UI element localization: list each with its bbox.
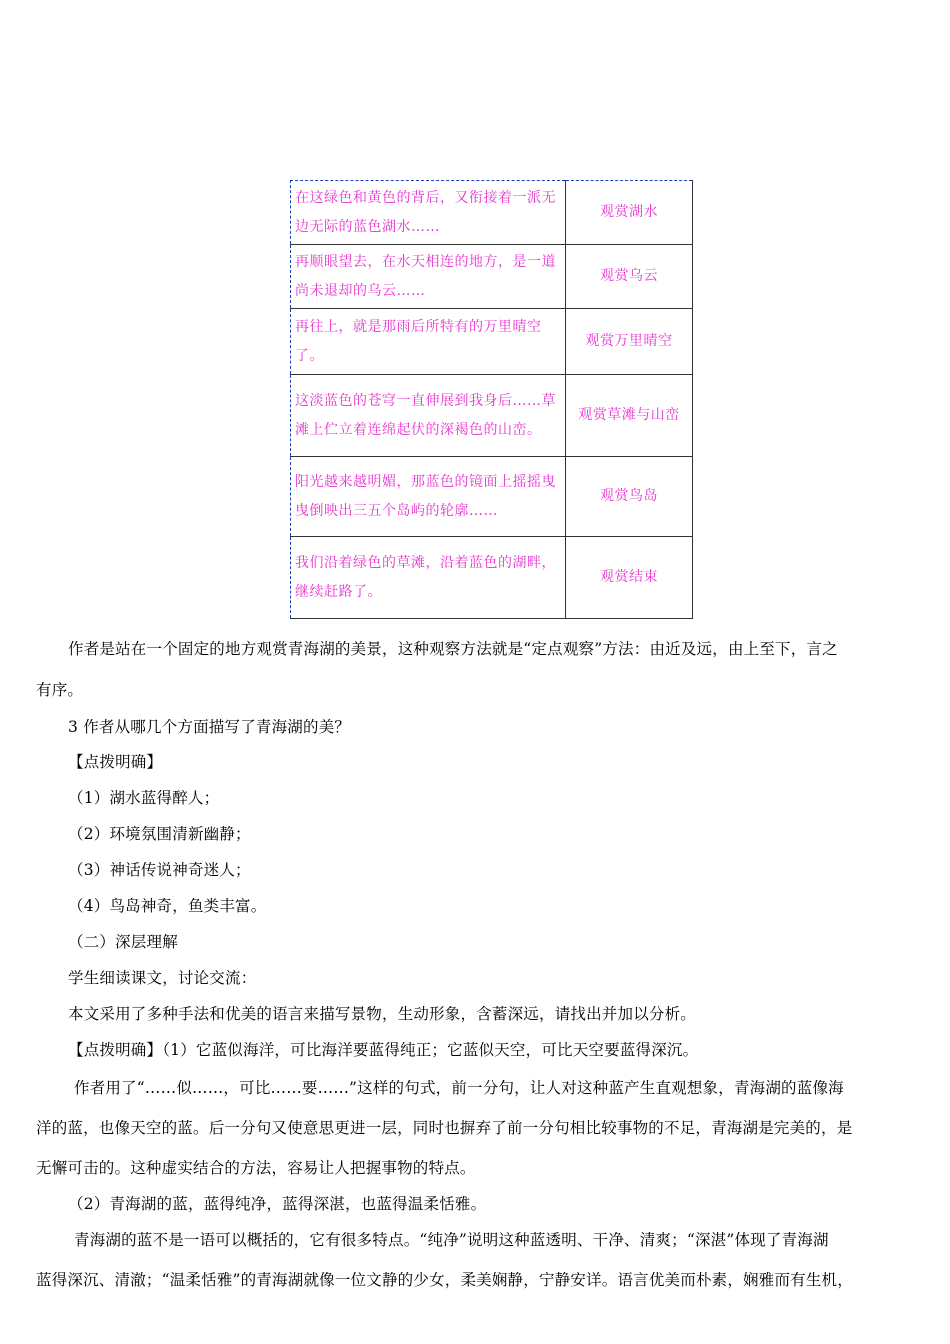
scene-description: 在这绿色和黄色的背后，又衔接着一派无边无际的蓝色湖水…… — [291, 181, 566, 245]
scene-description: 阳光越来越明媚，那蓝色的镜面上摇摇曳曳倒映出三五个岛屿的轮廓…… — [291, 457, 566, 537]
scene-description: 再往上，就是那雨后所特有的万里晴空了。 — [291, 309, 566, 375]
paragraph-line: 作者是站在一个固定的地方观赏青海湖的美景，这种观察方法就是“定点观察”方法：由近及远，由上至下，言之 — [68, 640, 838, 658]
observation-table — [290, 180, 693, 619]
paragraph-line: 学生细读课文，讨论交流： — [68, 969, 257, 987]
observation-action: 观赏结束 — [566, 537, 693, 619]
table-row — [291, 309, 693, 375]
list-item: （1）湖水蓝得醉人； — [68, 789, 220, 807]
observation-action: 观赏草滩与山峦 — [566, 375, 693, 457]
table-row — [291, 181, 693, 245]
list-item: （2）环境氛围清新幽静； — [68, 825, 251, 843]
observation-action: 观赏万里晴空 — [566, 309, 693, 375]
observation-action: 观赏湖水 — [566, 181, 693, 245]
scene-description: 我们沿着绿色的草滩，沿着蓝色的湖畔，继续赶路了。 — [291, 537, 566, 619]
paragraph-line: 本文采用了多种手法和优美的语言来描写景物，生动形象，含蓄深远，请找出并加以分析。 — [68, 1005, 697, 1023]
scene-description: 这淡蓝色的苍穹一直伸展到我身后……草滩上伫立着连绵起伏的深褐色的山峦。 — [291, 375, 566, 457]
scene-description: 再顺眼望去，在水天相连的地方，是一道尚未退却的乌云…… — [291, 245, 566, 309]
table-row — [291, 245, 693, 309]
paragraph-line: 无懈可击的。这种虚实结合的方法，容易让人把握事物的特点。 — [36, 1159, 476, 1177]
paragraph-line: 青海湖的蓝不是一语可以概括的，它有很多特点。“纯净”说明这种蓝透明、干净、清爽；“深湛”体现了青海湖 — [74, 1231, 829, 1249]
observation-action: 观赏鸟岛 — [566, 457, 693, 537]
paragraph-line: 有序。 — [36, 681, 84, 699]
section-heading: （二）深层理解 — [68, 933, 178, 951]
paragraph-line: 洋的蓝，也像天空的蓝。后一分句又使意思更进一层，同时也摒弃了前一分句相比较事物的不足，青海湖是完美的，是 — [36, 1119, 853, 1137]
list-item: （3）神话传说神奇迷人； — [68, 861, 251, 879]
question-3: 3 作者从哪几个方面描写了青海湖的美？ — [68, 718, 351, 736]
paragraph-line: 【点拨明确】（1）它蓝似海洋，可比海洋要蓝得纯正；它蓝似天空，可比天空要蓝得深沉。 — [68, 1041, 699, 1059]
paragraph-line: 作者用了“……似……，可比……要……”这样的句式，前一分句，让人对这种蓝产生直观想象，青海湖的蓝像海 — [74, 1079, 844, 1097]
table-row — [291, 457, 693, 537]
observation-action: 观赏乌云 — [566, 245, 693, 309]
table-row — [291, 537, 693, 619]
hint-heading: 【点拨明确】 — [68, 753, 163, 771]
paragraph-line: （2）青海湖的蓝，蓝得纯净，蓝得深湛，也蓝得温柔恬雅。 — [68, 1195, 487, 1213]
table-row — [291, 375, 693, 457]
list-item: （4）鸟岛神奇，鱼类丰富。 — [68, 897, 267, 915]
paragraph-line: 蓝得深沉、清澈；“温柔恬雅”的青海湖就像一位文静的少女，柔美娴静，宁静安详。语言优美而朴素，娴雅而有生机， — [36, 1271, 853, 1289]
